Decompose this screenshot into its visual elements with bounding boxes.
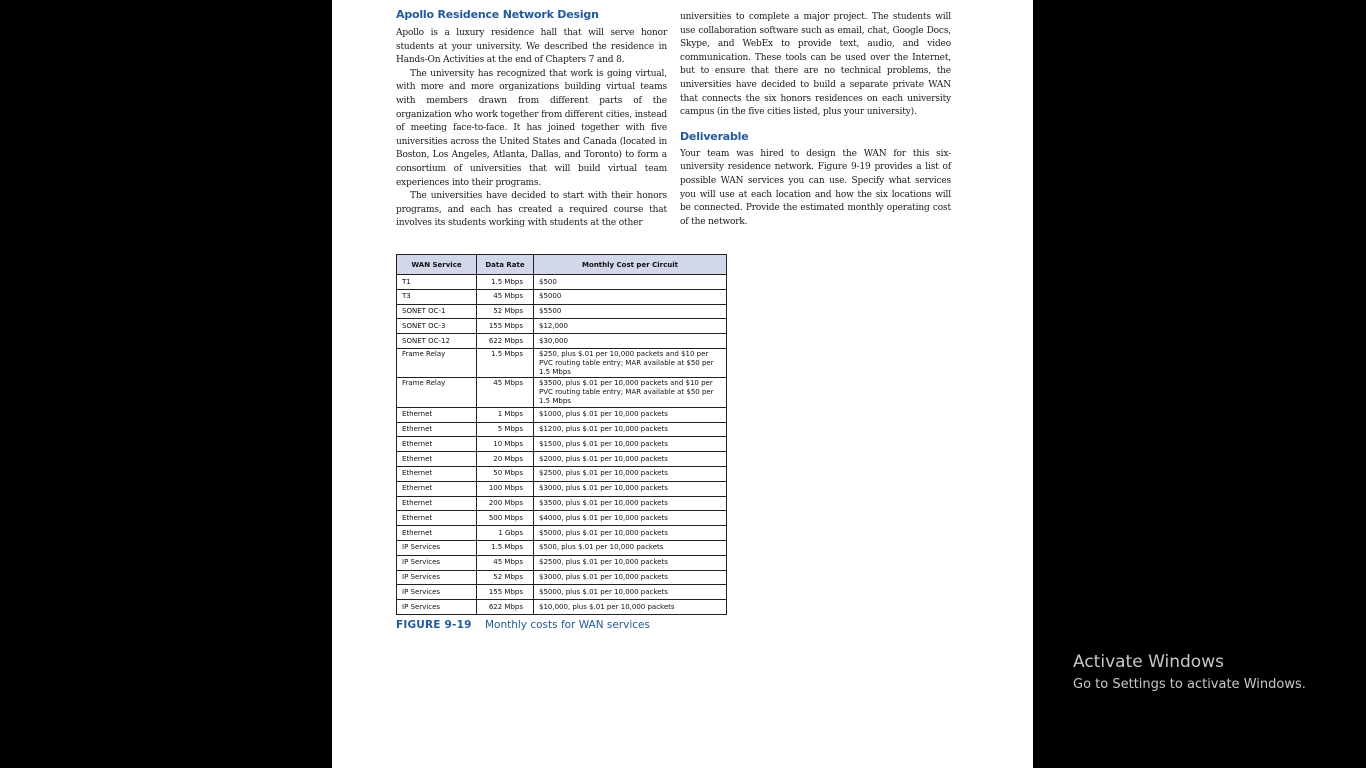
cell-data-rate: 622 Mbps — [477, 334, 534, 349]
cell-data-rate: 1.5 Mbps — [477, 348, 534, 377]
cell-wan-service: Ethernet — [397, 526, 477, 541]
table-row — [397, 540, 727, 555]
table-header-row — [397, 255, 727, 275]
cell-monthly-cost: $5000, plus $.01 per 10,000 packets — [534, 585, 727, 600]
cell-wan-service: IP Services — [397, 600, 477, 615]
cell-data-rate: 500 Mbps — [477, 511, 534, 526]
cell-data-rate: 52 Mbps — [477, 304, 534, 319]
cell-monthly-cost: $250, plus $.01 per 10,000 packets and $10 per PVC routing table entry; MAR available at $50 per 1.5 Mbps — [534, 348, 727, 377]
table-row — [397, 275, 727, 290]
figure-caption — [396, 619, 650, 631]
table-row — [397, 481, 727, 496]
table-row — [397, 407, 727, 422]
table-row — [397, 466, 727, 481]
header-monthly-cost: Monthly Cost per Circuit — [534, 255, 727, 275]
cell-wan-service: IP Services — [397, 555, 477, 570]
table-body — [397, 275, 727, 615]
header-wan-service: WAN Service — [397, 255, 477, 275]
figure-label: FIGURE 9-19 — [396, 619, 472, 631]
cell-wan-service: T1 — [397, 275, 477, 290]
table-row — [397, 555, 727, 570]
activate-windows-watermark — [1073, 652, 1306, 695]
table-row — [397, 304, 727, 319]
table-row — [397, 511, 727, 526]
table-row — [397, 319, 727, 334]
cell-monthly-cost: $5000 — [534, 289, 727, 304]
cell-monthly-cost: $4000, plus $.01 per 10,000 packets — [534, 511, 727, 526]
cell-data-rate: 155 Mbps — [477, 319, 534, 334]
cell-monthly-cost: $2500, plus $.01 per 10,000 packets — [534, 466, 727, 481]
cell-wan-service: Ethernet — [397, 407, 477, 422]
table-row — [397, 600, 727, 615]
cell-monthly-cost: $1500, plus $.01 per 10,000 packets — [534, 437, 727, 452]
document-page — [332, 0, 1033, 768]
cell-wan-service: Ethernet — [397, 496, 477, 511]
cell-wan-service: IP Services — [397, 585, 477, 600]
table-row — [397, 348, 727, 377]
cell-monthly-cost: $30,000 — [534, 334, 727, 349]
cell-monthly-cost: $1000, plus $.01 per 10,000 packets — [534, 407, 727, 422]
table-row — [397, 289, 727, 304]
table-row — [397, 378, 727, 407]
cell-data-rate: 1 Gbps — [477, 526, 534, 541]
cell-monthly-cost: $10,000, plus $.01 per 10,000 packets — [534, 600, 727, 615]
cell-wan-service: Ethernet — [397, 452, 477, 467]
paragraph-collaboration: universities to complete a major project. The students will use collaboration software such as email, chat, Google Docs, Skype, and WebEx to provide text, audio, and video communication. These tools can be used over the Internet, but to ensure that there are no technical problems, the universities have decided to build a separate private WAN that connects the six honors residences on each university campus (in the five cities listed, plus your university). — [680, 12, 951, 118]
cell-monthly-cost: $1200, plus $.01 per 10,000 packets — [534, 422, 727, 437]
cell-monthly-cost: $500 — [534, 275, 727, 290]
paragraph-deliverable: Your team was hired to design the WAN for this six-university residence network. Figure 9-19 provides a list of possible WAN services you can use. Specify what services you will use at each location and how the six locations will be connected. Provide the estimated monthly operating cost of the network. — [680, 148, 951, 227]
cell-wan-service: Ethernet — [397, 422, 477, 437]
cell-wan-service: Ethernet — [397, 466, 477, 481]
cell-wan-service: SONET OC-1 — [397, 304, 477, 319]
cell-monthly-cost: $3000, plus $.01 per 10,000 packets — [534, 481, 727, 496]
cell-wan-service: SONET OC-3 — [397, 319, 477, 334]
table-row — [397, 334, 727, 349]
cell-data-rate: 5 Mbps — [477, 422, 534, 437]
cell-data-rate: 155 Mbps — [477, 585, 534, 600]
deliverable-heading: Deliverable — [680, 129, 749, 143]
cell-wan-service: Frame Relay — [397, 348, 477, 377]
cell-data-rate: 20 Mbps — [477, 452, 534, 467]
table-row — [397, 585, 727, 600]
cell-monthly-cost: $5000, plus $.01 per 10,000 packets — [534, 526, 727, 541]
cell-data-rate: 1.5 Mbps — [477, 275, 534, 290]
cell-monthly-cost: $12,000 — [534, 319, 727, 334]
cell-data-rate: 10 Mbps — [477, 437, 534, 452]
figure-caption-text: Monthly costs for WAN services — [484, 619, 650, 631]
paragraph-virtual-teams: The university has recognized that work is going virtual, with more and more organizations building virtual teams with members drawn from different parts of the organization who work together from different cities, instead of meeting face-to-face. It has joined together with five universities across the United States and Canada (located in Boston, Los Angeles, Atlanta, Dallas, and Toronto) to form a consortium of universities that will build virtual team experiences into their programs. — [396, 68, 668, 188]
left-column — [396, 6, 667, 231]
table-row — [397, 437, 727, 452]
cell-wan-service: SONET OC-12 — [397, 334, 477, 349]
cell-wan-service: T3 — [397, 289, 477, 304]
table-row — [397, 526, 727, 541]
table-row — [397, 452, 727, 467]
cell-data-rate: 52 Mbps — [477, 570, 534, 585]
watermark-title: Activate Windows — [1073, 652, 1224, 672]
section-heading: Apollo Residence Network Design — [396, 8, 599, 21]
cell-data-rate: 200 Mbps — [477, 496, 534, 511]
cell-wan-service: IP Services — [397, 570, 477, 585]
cell-wan-service: Ethernet — [397, 437, 477, 452]
paragraph-intro: Apollo is a luxury residence hall that will serve honor students at your university. We described the residence in Hands-On Activities at the end of Chapters 7 and 8. — [396, 28, 667, 66]
cell-data-rate: 1.5 Mbps — [477, 540, 534, 555]
cell-monthly-cost: $3500, plus $.01 per 10,000 packets and $10 per PVC routing table entry; MAR available at $50 per 1.5 Mbps — [534, 378, 727, 407]
table-row — [397, 422, 727, 437]
cell-data-rate: 1 Mbps — [477, 407, 534, 422]
cell-wan-service: Frame Relay — [397, 378, 477, 407]
cell-wan-service: Ethernet — [397, 481, 477, 496]
cell-wan-service: IP Services — [397, 540, 477, 555]
table-row — [397, 496, 727, 511]
watermark-subtitle: Go to Settings to activate Windows. — [1073, 677, 1306, 692]
cell-data-rate: 45 Mbps — [477, 289, 534, 304]
paragraph-honors-programs: The universities have decided to start with their honors programs, and each has created a required course that involves its students working with students at the other — [396, 191, 667, 229]
right-column — [680, 11, 951, 229]
table-row — [397, 570, 727, 585]
cell-monthly-cost: $500, plus $.01 per 10,000 packets — [534, 540, 727, 555]
cell-data-rate: 100 Mbps — [477, 481, 534, 496]
cell-data-rate: 45 Mbps — [477, 378, 534, 407]
cell-monthly-cost: $3000, plus $.01 per 10,000 packets — [534, 570, 727, 585]
wan-services-table — [396, 254, 727, 615]
header-data-rate: Data Rate — [477, 255, 534, 275]
cell-monthly-cost: $2000, plus $.01 per 10,000 packets — [534, 452, 727, 467]
cell-data-rate: 622 Mbps — [477, 600, 534, 615]
cell-data-rate: 45 Mbps — [477, 555, 534, 570]
cell-monthly-cost: $5500 — [534, 304, 727, 319]
cell-monthly-cost: $2500, plus $.01 per 10,000 packets — [534, 555, 727, 570]
cell-data-rate: 50 Mbps — [477, 466, 534, 481]
cell-wan-service: Ethernet — [397, 511, 477, 526]
cell-monthly-cost: $3500, plus $.01 per 10,000 packets — [534, 496, 727, 511]
